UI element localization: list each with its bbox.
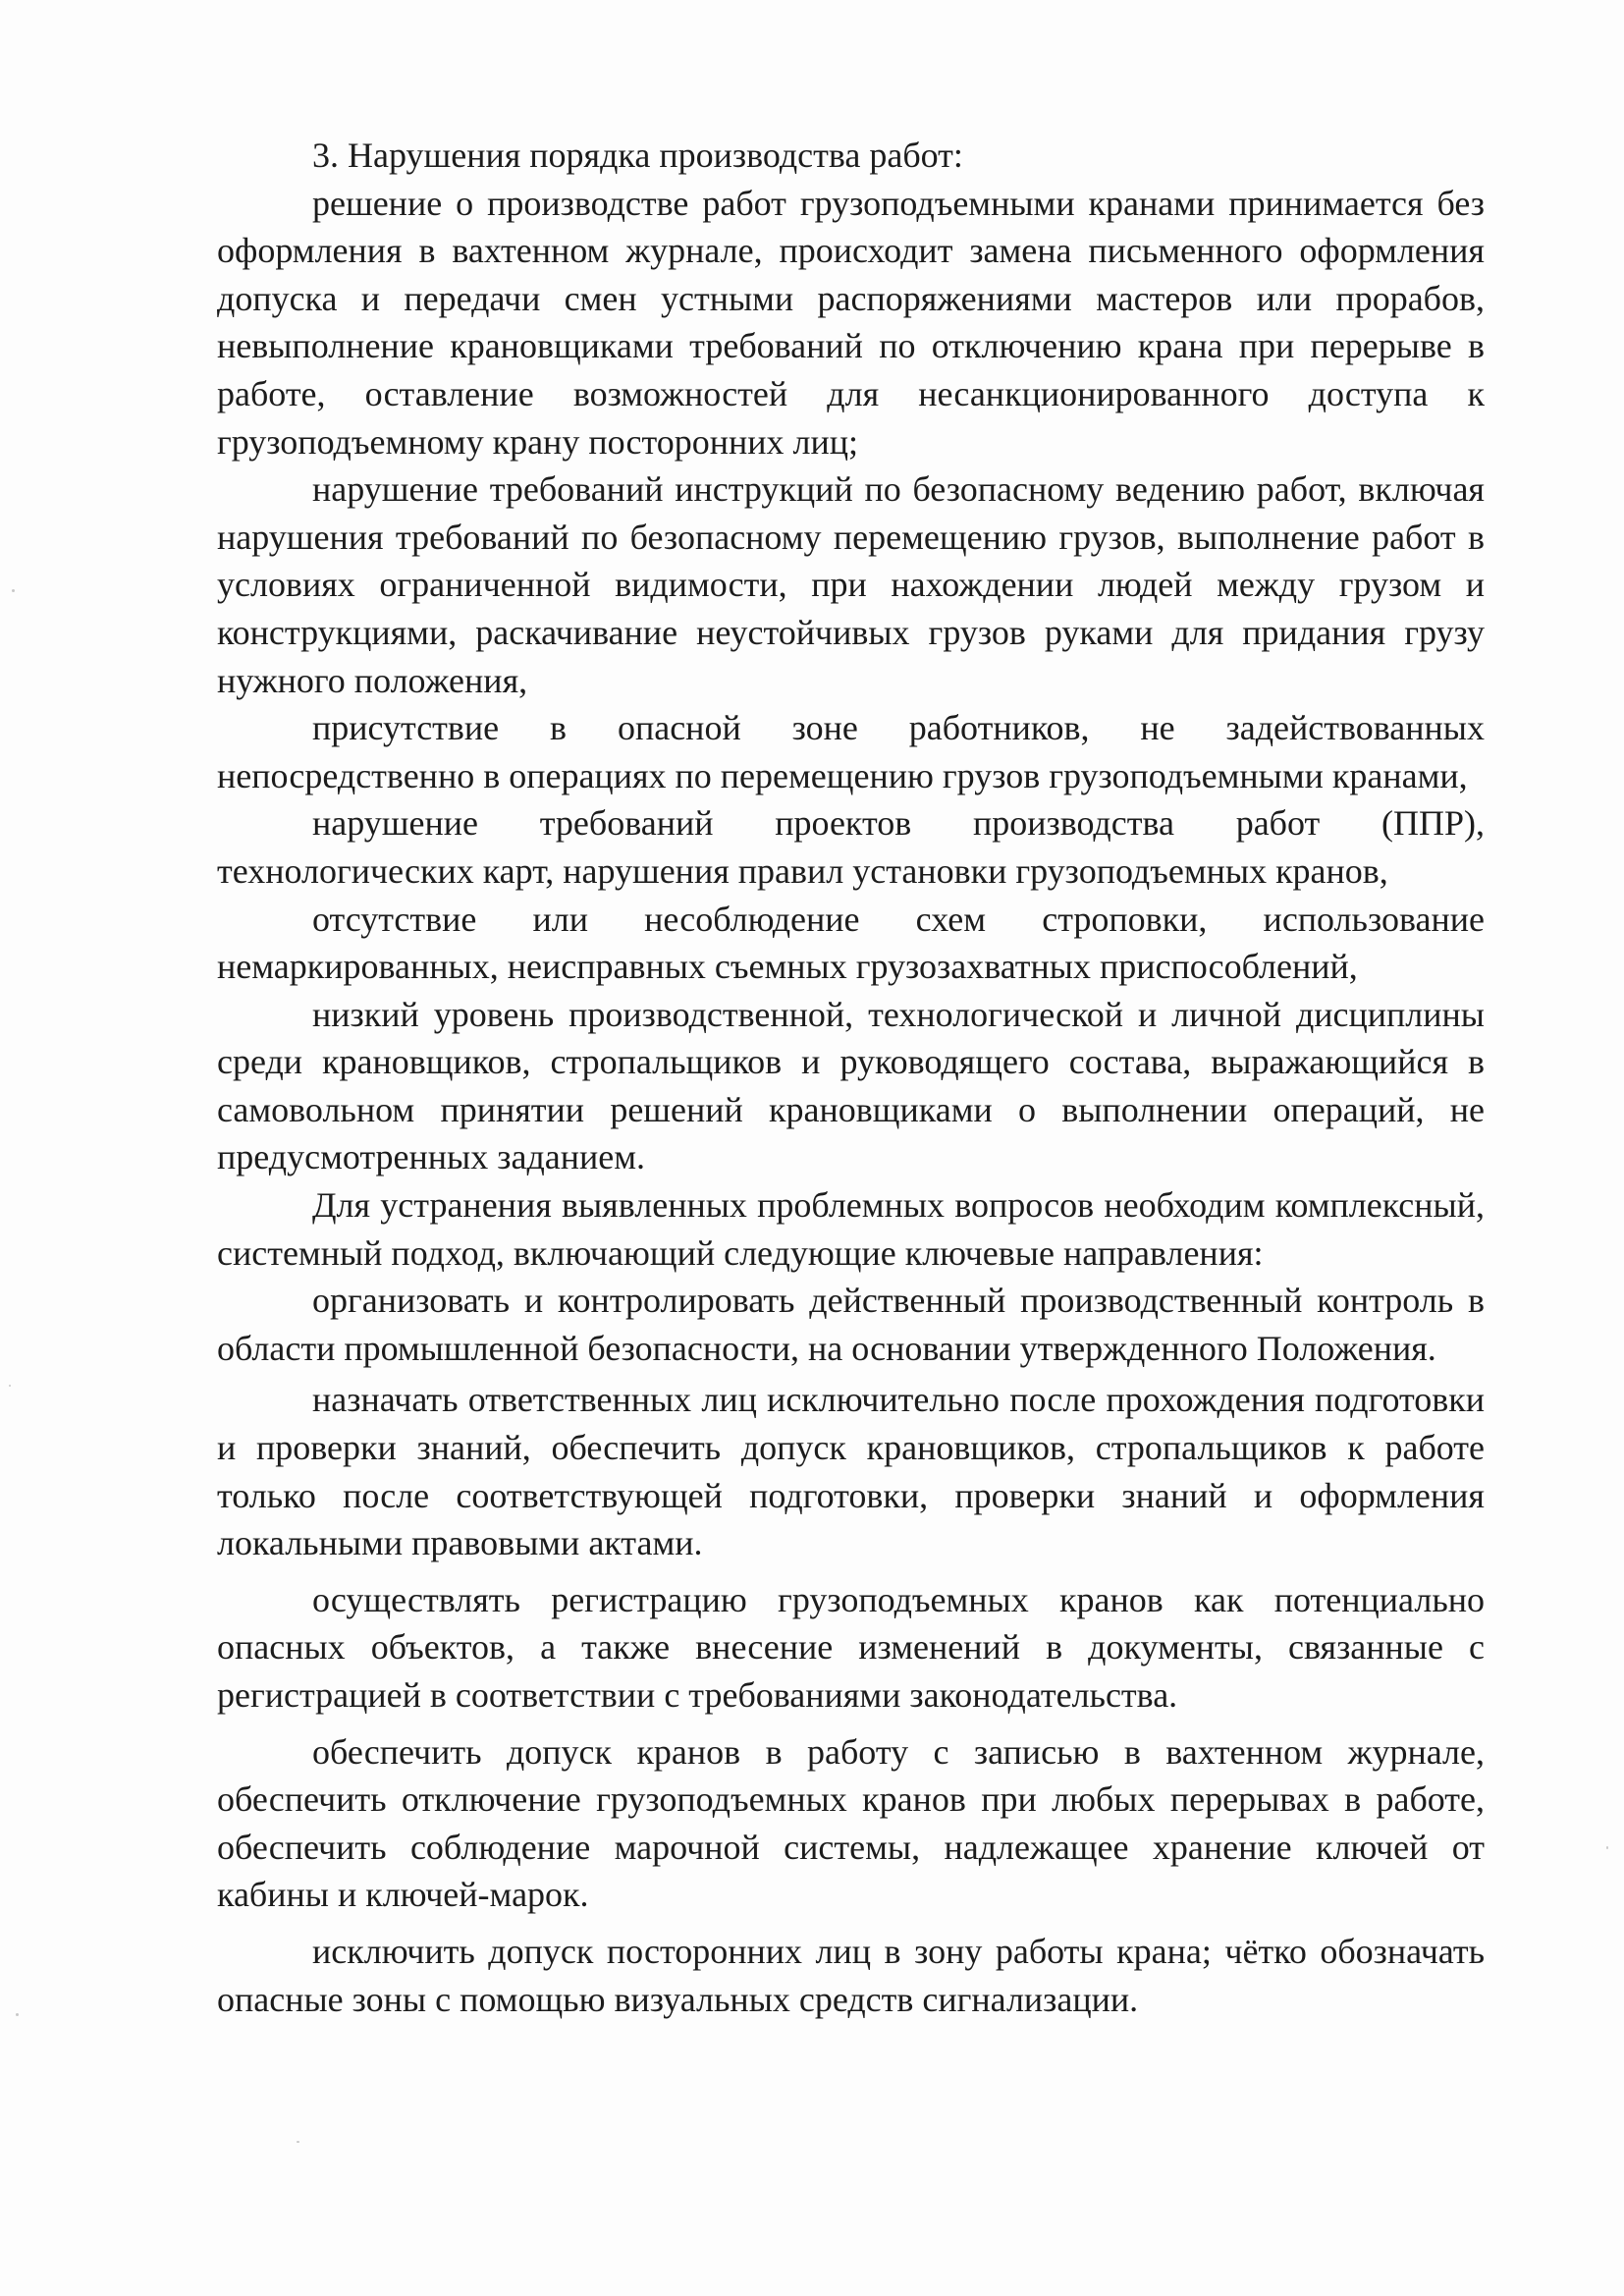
paragraph-work-projects: нарушение требований проектов производства работ (ППР), технологических карт, нарушения правил установки грузоподъемных кранов,: [217, 803, 1485, 891]
paragraph-danger-zone: присутствие в опасной зоне работников, не задействованных непосредственно в операциях по перемещению грузов грузоподъемными кранами,: [217, 708, 1485, 795]
paragraph-crane-admission: обеспечить допуск кранов в работу с записью в вахтенном журнале, обеспечить отключение грузоподъемных кранов при любых перерывах в работе, обеспечить соблюдение марочной системы, надлежащее хранение ключей от кабины и ключей-марок.: [217, 1731, 1485, 1915]
paragraph-decision-without-logging: решение о производстве работ грузоподъемными кранами принимается без оформления в вахтенном журнале, происходит замена письменного оформления допуска и передачи смен устными распоряжениями мастеров или прорабов, невыполнение крановщиками требований по отключению крана при перерыве в работе, оставление возможностей для несанкционированного доступа к грузоподъемному крану посторонних лиц;: [217, 183, 1485, 462]
paragraph-safety-instructions: нарушение требований инструкций по безопасному ведению работ, включая нарушения требований по безопасному перемещению грузов, выполнение работ в условиях ограниченной видимости, при нахождении людей между грузом и конструкциями, раскачивание неустойчивых грузов руками для придания грузу нужного положения,: [217, 469, 1485, 700]
paragraph-responsible-persons: назначать ответственных лиц исключительно после прохождения подготовки и проверки знаний, обеспечить допуск крановщиков, стропальщиков к работе только после соответствующей подготовки, проверки знаний и оформления локальными правовыми актами.: [217, 1380, 1485, 1563]
paragraph-discipline: низкий уровень производственной, технологической и личной дисциплины среди крановщиков, стропальщиков и руководящего состава, выражающийся в самовольном принятии решений крановщиками о выполнении операций, не предусмотренных заданием.: [217, 994, 1485, 1177]
document-body: [217, 132, 1485, 2023]
paragraph-unauthorized-access: исключить допуск посторонних лиц в зону работы крана; чётко обозначать опасные зоны с помощью визуальных средств сигнализации.: [217, 1931, 1485, 2019]
paragraph-slinging-schemes: отсутствие или несоблюдение схем строповки, использование немаркированных, неисправных съемных грузозахватных приспособлений,: [217, 899, 1485, 987]
paragraph-registration: осуществлять регистрацию грузоподъемных кранов как потенциально опасных объектов, а также внесение изменений в документы, связанные с регистрацией в соответствии с требованиями законодательства.: [217, 1579, 1485, 1715]
paragraph-production-control: организовать и контролировать действенный производственный контроль в области промышленной безопасности, на основании утвержденного Положения.: [217, 1281, 1485, 1368]
paragraph-approach: Для устранения выявленных проблемных вопросов необходим комплексный, системный подход, включающий следующие ключевые направления:: [217, 1185, 1485, 1273]
section-heading: 3. Нарушения порядка производства работ:: [312, 136, 963, 175]
